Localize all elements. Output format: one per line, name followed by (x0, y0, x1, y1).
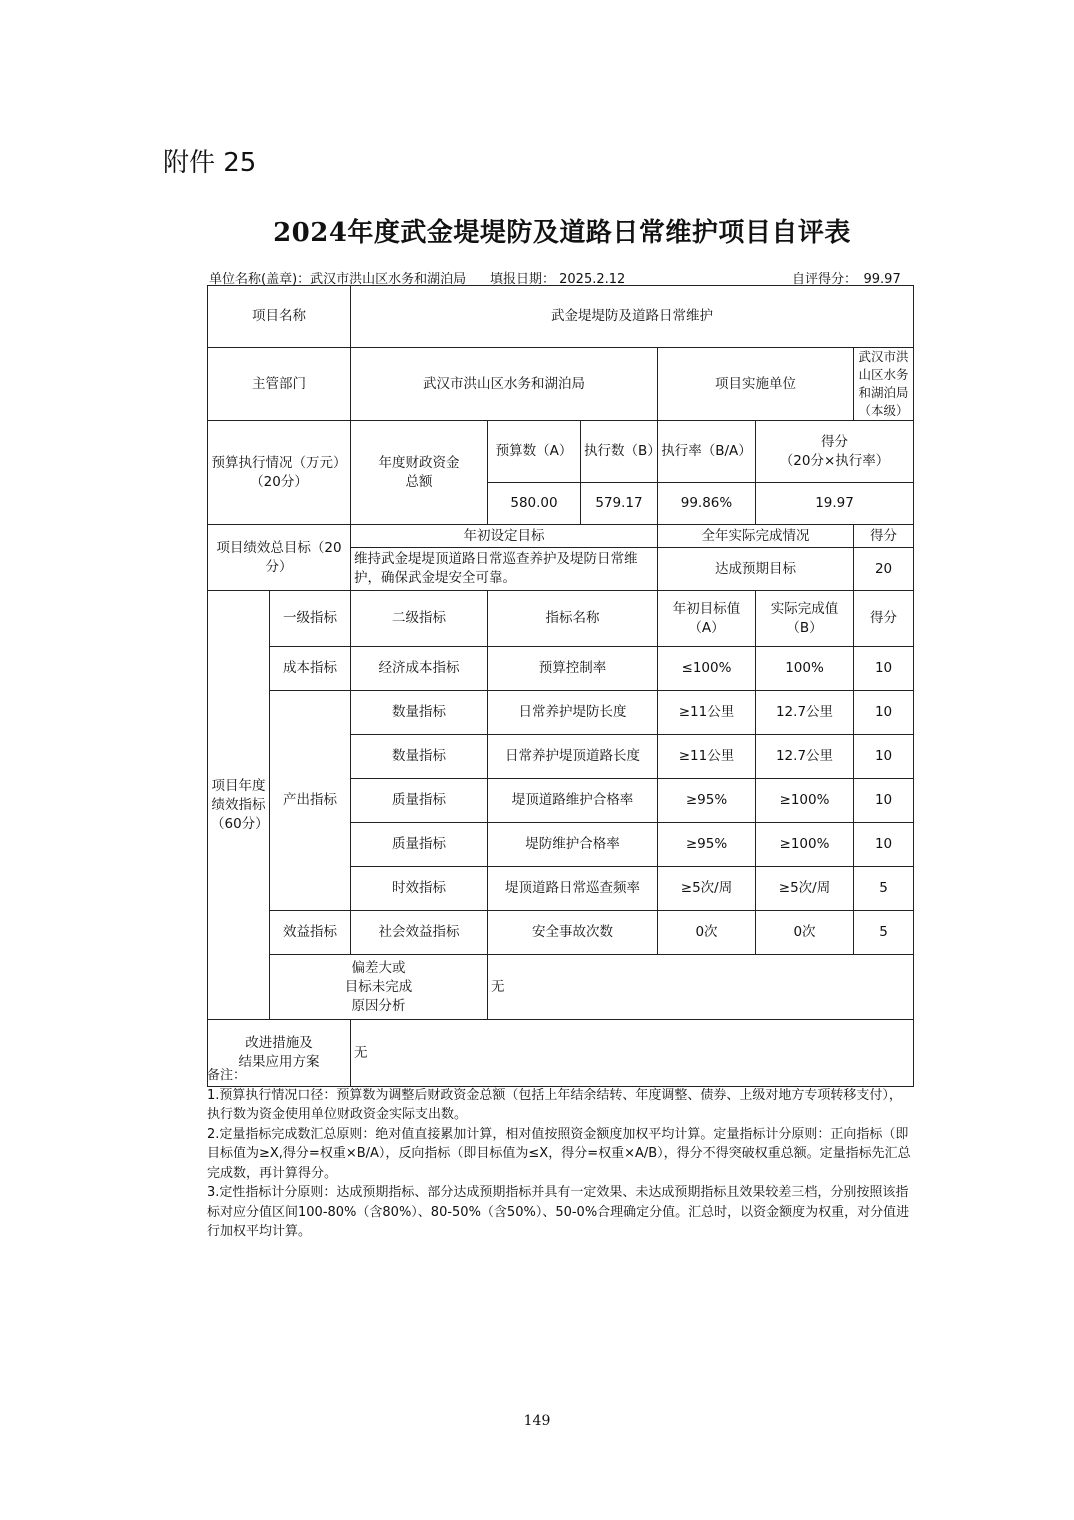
note-2: 2.定量指标完成数汇总原则：绝对值直接累加计算，相对值按照资金额度加权平均计算。定量指标计分原则：正向指标（即目标值为≥X,得分=权重×B/A），反向指标（即目标值为≤X，得分=权重×A/B），得分不得突破权重总额。定量指标先汇总完成数，再计算得分。 (207, 1126, 911, 1181)
fill-date: 填报日期： 2025.2.12 (490, 272, 626, 287)
impl-label: 项目实施单位 (658, 348, 854, 421)
table-row (208, 647, 914, 691)
goal-text: 维持武金堤堤顶道路日常巡查养护及堤防日常维护，确保武金堤安全可靠。 (351, 548, 658, 591)
actual-cell: ≥5次/周 (756, 867, 854, 911)
notes-section (207, 1066, 913, 1242)
notes-heading: 备注： (207, 1068, 247, 1083)
indicator-name-cell: 堤顶道路日常巡查频率 (488, 867, 658, 911)
actual-header: 实际完成值（B） (756, 591, 854, 647)
page-number: 149 (523, 1413, 551, 1429)
goal-score-value: 20 (854, 548, 914, 591)
level2-header: 二级指标 (351, 591, 488, 647)
level2-cell: 数量指标 (351, 691, 488, 735)
unit-name: 单位名称(盖章)：武汉市洪山区水务和湖泊局 (209, 272, 467, 287)
deviation-value: 无 (488, 955, 914, 1020)
indicator-header-row (208, 591, 914, 647)
score-cell: 5 (854, 867, 914, 911)
budget-a-value: 580.00 (488, 483, 581, 525)
table-row (208, 911, 914, 955)
score-header: 得分 (854, 591, 914, 647)
improvement-label: 改进措施及 结果应用方案 (208, 1020, 351, 1087)
target-header: 年初目标值（A） (658, 591, 756, 647)
impl-value: 武汉市洪山区水务 和湖泊局（本级） (854, 348, 914, 421)
goal-label: 项目绩效总目标（20分） (208, 525, 351, 591)
indicator-name-cell: 堤顶道路维护合格率 (488, 779, 658, 823)
output-indicator-label: 产出指标 (270, 691, 351, 911)
goal-actual-value: 达成预期目标 (658, 548, 854, 591)
exec-b-value: 579.17 (581, 483, 658, 525)
indicator-name-header: 指标名称 (488, 591, 658, 647)
goal-actual-label: 全年实际完成情况 (658, 525, 854, 548)
attachment-label: 附件 25 (163, 148, 257, 178)
score-cell: 10 (854, 823, 914, 867)
score-cell: 10 (854, 779, 914, 823)
level2-cell: 经济成本指标 (351, 647, 488, 691)
note-3: 3.定性指标计分原则：达成预期指标、部分达成预期指标并具有一定效果、未达成预期指标且效果较差三档，分别按照该指标对应分值区间100-80%（含80%）、80-50%（含50%）、50-0%合理确定分值。汇总时，以资金额度为权重，对分值进行加权平均计算。 (207, 1185, 910, 1239)
budget-header-row (208, 421, 914, 483)
self-score: 自评得分： 99.97 (792, 272, 901, 287)
actual-cell: 12.7公里 (756, 691, 854, 735)
actual-cell: 100% (756, 647, 854, 691)
improvement-value: 无 (351, 1020, 914, 1087)
goal-header-row (208, 525, 914, 548)
budget-label: 预算执行情况（万元） （20分） (208, 421, 351, 525)
fund-total-label: 年度财政资金 总额 (351, 421, 488, 525)
level2-cell: 质量指标 (351, 823, 488, 867)
table-row (208, 691, 914, 735)
budget-score-label: 得分 （20分×执行率） (756, 421, 914, 483)
level1-header: 一级指标 (270, 591, 351, 647)
target-cell: ≥95% (658, 823, 756, 867)
indicator-name-cell: 堤防维护合格率 (488, 823, 658, 867)
rate-label: 执行率（B/A） (658, 421, 756, 483)
target-cell: ≥11公里 (658, 691, 756, 735)
budget-score-value: 19.97 (756, 483, 914, 525)
project-name-value: 武金堤堤防及道路日常维护 (351, 286, 914, 348)
department-row (208, 348, 914, 421)
deviation-label: 偏差大或 目标未完成 原因分析 (270, 955, 488, 1020)
target-cell: ≥5次/周 (658, 867, 756, 911)
page-title: 2024年度武金堤堤防及道路日常维护项目自评表 (273, 218, 851, 248)
score-cell: 10 (854, 647, 914, 691)
indicator-name-cell: 日常养护堤防长度 (488, 691, 658, 735)
level2-cell: 质量指标 (351, 779, 488, 823)
rate-value: 99.86% (658, 483, 756, 525)
project-name-label: 项目名称 (208, 286, 351, 348)
score-cell: 5 (854, 911, 914, 955)
target-cell: ≥95% (658, 779, 756, 823)
benefit-indicator-label: 效益指标 (270, 911, 351, 955)
actual-cell: ≥100% (756, 779, 854, 823)
dept-value: 武汉市洪山区水务和湖泊局 (351, 348, 658, 421)
budget-a-label: 预算数（A） (488, 421, 581, 483)
deviation-row (208, 955, 914, 1020)
goal-set-label: 年初设定目标 (351, 525, 658, 548)
project-name-row (208, 286, 914, 348)
note-1: 1.预算执行情况口径：预算数为调整后财政资金总额（包括上年结余结转、年度调整、债券、上级对地方专项转移支付），执行数为资金使用单位财政资金实际支出数。 (207, 1087, 902, 1122)
target-cell: ≥11公里 (658, 735, 756, 779)
actual-cell: 12.7公里 (756, 735, 854, 779)
score-cell: 10 (854, 735, 914, 779)
target-cell: ≤100% (658, 647, 756, 691)
level2-cell: 数量指标 (351, 735, 488, 779)
actual-cell: ≥100% (756, 823, 854, 867)
indicator-name-cell: 预算控制率 (488, 647, 658, 691)
indicator-name-cell: 安全事故次数 (488, 911, 658, 955)
indicator-group-label: 项目年度 绩效指标 （60分） (208, 591, 270, 1020)
dept-label: 主管部门 (208, 348, 351, 421)
target-cell: 0次 (658, 911, 756, 955)
cost-indicator-label: 成本指标 (270, 647, 351, 691)
score-cell: 10 (854, 691, 914, 735)
level2-cell: 社会效益指标 (351, 911, 488, 955)
actual-cell: 0次 (756, 911, 854, 955)
goal-score-label: 得分 (854, 525, 914, 548)
evaluation-table (207, 285, 914, 1087)
level2-cell: 时效指标 (351, 867, 488, 911)
indicator-name-cell: 日常养护堤顶道路长度 (488, 735, 658, 779)
exec-b-label: 执行数（B） (581, 421, 658, 483)
